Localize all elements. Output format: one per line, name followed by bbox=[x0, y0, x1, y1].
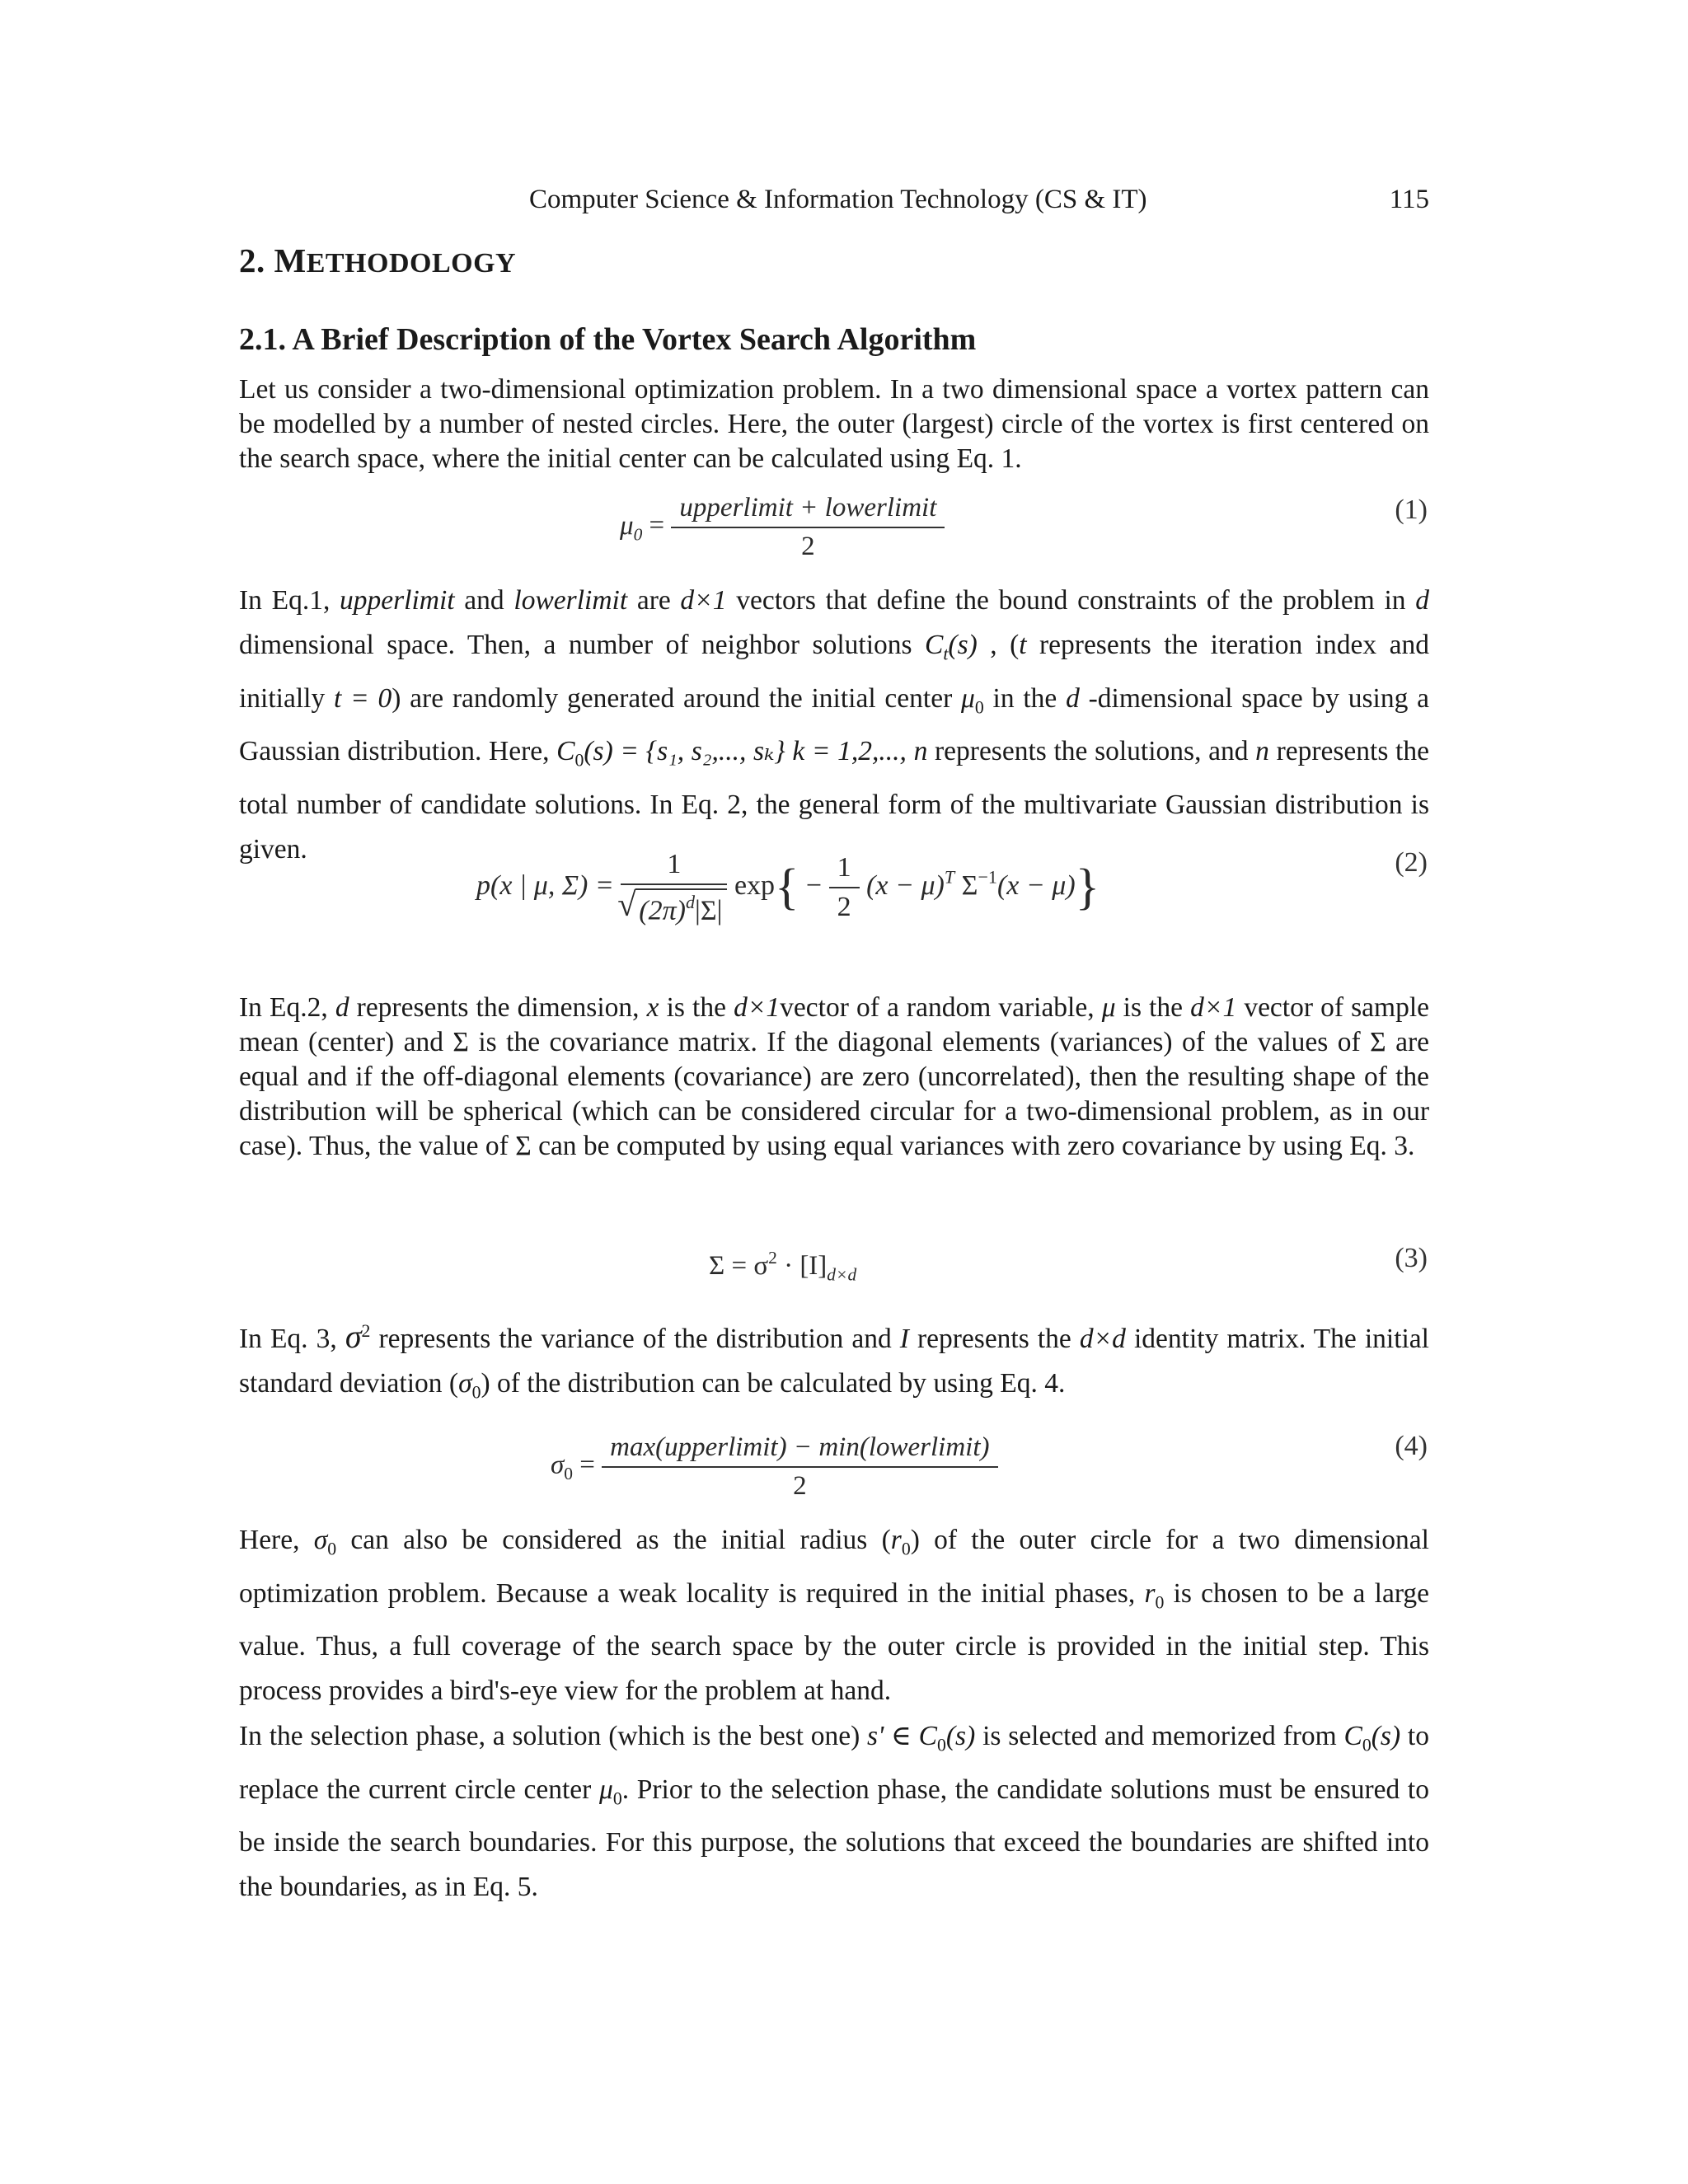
eq2-denominator: √ $(2\pi)^d|\Sigma|$ bbox=[621, 885, 727, 926]
paragraph-2: In Eq.1, upperlimit and lowerlimit are d×1 vectors that define the bound constraints of the problem in d dimensional space. Then, a number of neighbor solutions $C_t(s)$ , (t represents the iteration index and initially t = 0) are randomly generated around the initial center $\mu_0$ in the d -dimensional space by using a Gaussian distribution. Here, $C_0(s) = \{s_1$, s₂,..., sₖ} k = 1,2,..., n represents the solutions, and n represents the total number of candidate solutions. In Eq. 2, the general form of the multivariate Gaussian distribution is given. bbox=[239, 585, 1429, 865]
eq1-fraction bbox=[671, 493, 945, 562]
eq1-denominator: 2 bbox=[801, 532, 815, 561]
eq4-fraction bbox=[602, 1432, 997, 1502]
equation-1: $\mu_0$ = $\frac{\text{upperlimit + lowerlimit}}{2}$ bbox=[620, 493, 945, 562]
running-header bbox=[239, 185, 1429, 221]
section-title-rest: ETHODOLOGY bbox=[306, 248, 517, 279]
eq2-numerator: 1 bbox=[621, 849, 727, 885]
paragraph-4: In Eq. 3, $\sigma^2$ represents the variance of the distribution and I represents the d×d identity matrix. The initial standard deviation $(\sigma_0)$ of the distribution can be calculated by using Eq. 4. bbox=[239, 1318, 1429, 1403]
eq4-number: (4) bbox=[1395, 1431, 1428, 1461]
eq2-exp: exp bbox=[734, 869, 776, 901]
eq4-numerator: max(upperlimit) − min(lowerlimit) bbox=[602, 1432, 997, 1468]
eq4-lhs: σ bbox=[551, 1450, 565, 1480]
page-number: 115 bbox=[1389, 185, 1429, 214]
eq1-number: (1) bbox=[1395, 494, 1428, 525]
eq3-lhs: Σ = σ bbox=[709, 1250, 769, 1281]
eq2-lhs: p(x | μ, Σ) = bbox=[476, 869, 614, 901]
eq2-fraction bbox=[621, 849, 727, 926]
journal-title: Computer Science & Information Technology (CS & IT) bbox=[529, 185, 1147, 214]
section-number: 2. bbox=[239, 241, 265, 279]
equation-4: $\sigma_0$ = $\frac{\text{max(upperlimit) − min(lowerlimit)}}{2}$ bbox=[551, 1432, 998, 1502]
eq1-numerator: upperlimit + lowerlimit bbox=[671, 493, 945, 528]
eq1-lhs: μ bbox=[620, 510, 634, 541]
section-title-first: M bbox=[274, 241, 307, 279]
eq3-number: (3) bbox=[1395, 1243, 1428, 1273]
eq1-lhs-sub: 0 bbox=[633, 524, 643, 545]
equation-3: $\Sigma = \sigma^2 \cdot [I]_{d\times d}$ bbox=[709, 1248, 857, 1285]
paragraph-1: Let us consider a two-dimensional optimization problem. In a two dimensional space a vortex pattern can be modelled by a number of nested circles. Here, the outer (largest) circle of the vortex is first centered on the search space, where the initial center can be calculated using Eq. 1. bbox=[239, 374, 1429, 474]
section-title bbox=[239, 241, 516, 280]
paragraph-3: In Eq.2, d represents the dimension, x is the d×1vector of a random variable, μ is the d×1 vector of sample mean (center) and Σ is the covariance matrix. If the diagonal elements (variances) of the values of Σ are equal and if the off-diagonal elements (covariance) are zero (uncorrelated), then the resulting shape of the distribution will be spherical (which can be considered circular for a two-dimensional problem, as in our case). Thus, the value of Σ can be computed by using equal variances with zero covariance by using Eq. 3. bbox=[239, 992, 1429, 1161]
paragraph-5: Here, $\sigma_0$ can also be considered as the initial radius $(r_0)$ of the outer circle for a two dimensional optimization problem. Because a weak locality is required in the initial phases, $r_0$ is chosen to be a large value. Thus, a full coverage of the search space by the outer circle is provided in the initial step. This process provides a bird's-eye view for the problem at hand. bbox=[239, 1525, 1429, 1707]
eq3-rhs: · [I] bbox=[784, 1250, 828, 1281]
eq2-number: (2) bbox=[1395, 847, 1428, 878]
eq4-denominator: 2 bbox=[793, 1471, 807, 1501]
paragraph-6: In the selection phase, a solution (which is the best one) s' ∈ $C_0(s)$ is selected and memorized from $C_0(s)$ to replace the current circle center $\mu_0$. Prior to the selection phase, the candidate solutions must be ensured to be inside the search boundaries. For this purpose, the solutions that exceed the boundaries are shifted into the boundaries, as in Eq. 5. bbox=[239, 1721, 1429, 1903]
subsection-title: 2.1. A Brief Description of the Vortex Search Algorithm bbox=[239, 322, 977, 357]
eq2-half: $\frac{1}{2}$ bbox=[829, 852, 860, 923]
equation-2: p(x | μ, Σ) = 1 √ $(2\pi)^d|\Sigma|$ exp{ − $\frac{1}{2}$ $(x - \mu)^T$ $\Sigma^{-1}(x - \mu)$} bbox=[476, 849, 1100, 926]
